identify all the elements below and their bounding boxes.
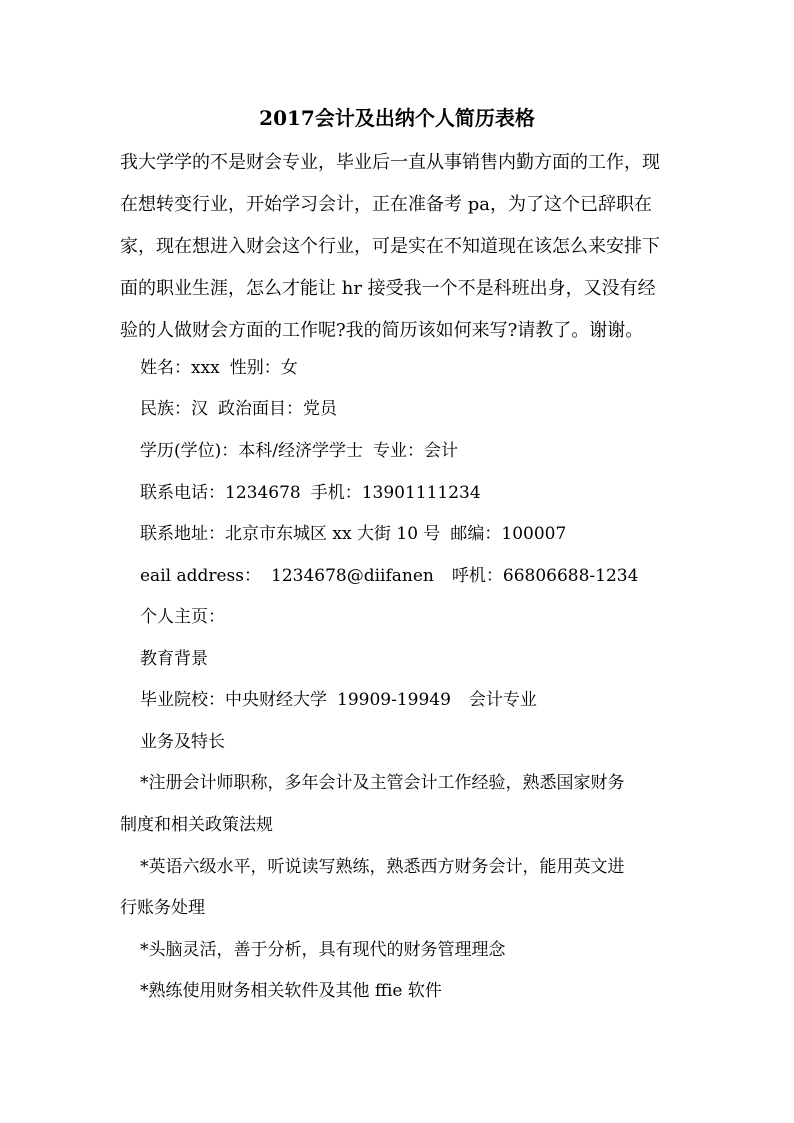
ethnicity-field: 民族：汉	[140, 399, 208, 419]
major-field: 专业：会计	[373, 441, 458, 461]
school-line	[140, 688, 537, 712]
address-line	[140, 522, 566, 546]
degree-major-line	[140, 439, 458, 463]
postcode-field: 邮编：100007	[450, 524, 567, 544]
school-major: 会计专业	[468, 690, 537, 710]
skill-item-2-line-2: 行账务处理	[120, 898, 205, 918]
address-field: 联系地址：北京市东城区 xx 大街 10 号	[140, 524, 441, 544]
email-label: eail address：	[140, 566, 262, 586]
skill-item-4: *熟练使用财务相关软件及其他 ffie 软件	[140, 981, 442, 1001]
intro-line-2: 在想转变行业，开始学习会计，正在准备考 pa，为了这个已辞职在	[120, 194, 652, 215]
skill-item-1-line-1: *注册会计师职称，多年会计及主管会计工作经验，熟悉国家财务	[140, 773, 625, 793]
mobile-field: 手机：13901111234	[310, 483, 481, 503]
email-value: 1234678@diifanen	[271, 566, 434, 586]
phone-field: 联系电话：1234678	[140, 483, 301, 503]
intro-line-5: 验的人做财会方面的工作呢?我的简历该如何来写?请教了。谢谢。	[120, 320, 644, 341]
intro-line-1: 我大学学的不是财会专业，毕业后一直从事销售内勤方面的工作，现	[120, 152, 660, 173]
intro-paragraph	[120, 142, 680, 352]
education-heading: 教育背景	[140, 649, 208, 669]
degree-field: 学历(学位)：本科/经济学学士	[140, 441, 363, 461]
political-field: 政治面目：党员	[218, 399, 337, 419]
skill-item-3: *头脑灵活，善于分析，具有现代的财务管理理念	[140, 940, 506, 960]
pager-field: 呼机：66806688-1234	[451, 566, 639, 586]
email-line	[140, 564, 638, 588]
skill-item-1-line-2: 制度和相关政策法规	[120, 815, 273, 835]
gender-field: 性别：女	[229, 358, 298, 378]
name-gender-line	[140, 356, 298, 380]
intro-line-4: 面的职业生涯，怎么才能让 hr 接受我一个不是科班出身，又没有经	[120, 278, 656, 299]
name-field: 姓名：xxx	[140, 358, 220, 378]
school-years: 19909-19949	[337, 690, 451, 710]
skill-item-2-line-1: *英语六级水平，听说读写熟练，熟悉西方财务会计，能用英文进	[140, 857, 625, 877]
intro-line-3: 家，现在想进入财会这个行业，可是实在不知道现在该怎么来安排下	[120, 236, 660, 257]
homepage-line: 个人主页：	[140, 607, 225, 627]
document-title: 2017会计及出纳个人简历表格	[259, 106, 535, 130]
phone-line	[140, 481, 481, 505]
ethnicity-political-line	[140, 397, 337, 421]
skills-heading: 业务及特长	[140, 732, 225, 752]
school-name: 毕业院校：中央财经大学	[140, 690, 327, 710]
